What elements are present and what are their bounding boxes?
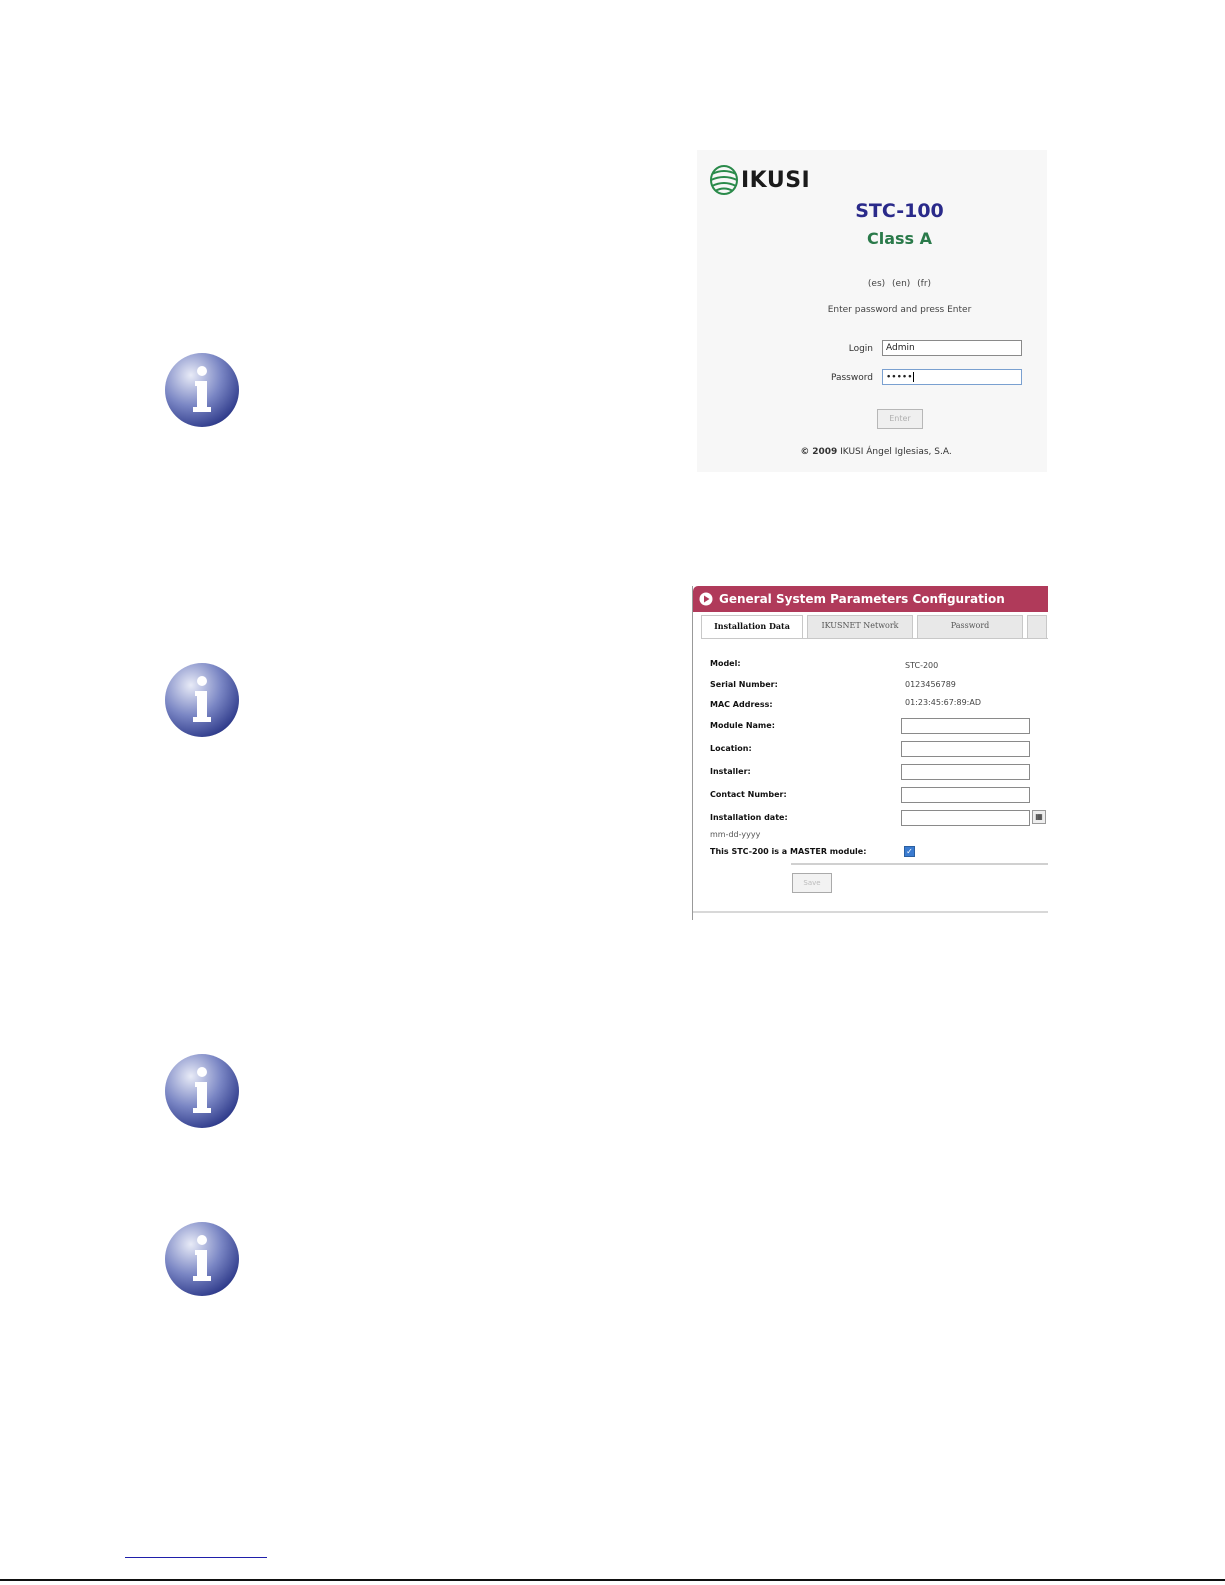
location-input[interactable] — [901, 741, 1030, 757]
date-format-hint: mm-dd-yyyy — [710, 830, 761, 839]
installation-date-input[interactable] — [901, 810, 1030, 826]
login-screenshot — [697, 150, 1047, 472]
master-module-label: This STC-200 is a MASTER module: — [710, 847, 867, 856]
tab-password[interactable]: Password — [917, 615, 1023, 639]
footnote-rule — [125, 1557, 267, 1558]
tab-bar — [701, 615, 1048, 639]
page-bottom-rule — [0, 1579, 1225, 1581]
login-prompt: Enter password and press Enter — [827, 305, 972, 315]
save-button[interactable]: Save — [792, 873, 832, 893]
play-circle-icon — [699, 592, 713, 606]
info-icon — [164, 352, 240, 428]
panel-bottom-border — [693, 911, 1048, 913]
module-name-label: Module Name: — [710, 721, 775, 730]
ikusi-logo — [709, 164, 810, 196]
tab-ikusnet-network[interactable]: IKUSNET Network — [807, 615, 913, 639]
contact-number-input[interactable] — [901, 787, 1030, 803]
logo-text: IKUSI — [741, 167, 811, 193]
language-link-es[interactable]: (es) — [867, 279, 886, 289]
installer-input[interactable] — [901, 764, 1030, 780]
login-label: Login — [848, 344, 873, 354]
mac-address-label: MAC Address: — [710, 700, 773, 709]
panel-title: General System Parameters Configuration — [719, 592, 1005, 606]
language-link-en[interactable]: (en) — [892, 279, 911, 289]
language-link-fr[interactable]: (fr) — [917, 279, 932, 289]
info-icon — [164, 1053, 240, 1129]
config-screenshot — [692, 586, 1048, 920]
tab-more[interactable] — [1027, 615, 1047, 639]
tab-divider — [701, 638, 1048, 639]
installation-date-label: Installation date: — [710, 813, 788, 822]
model-value: STC-200 — [905, 661, 939, 670]
password-label: Password — [830, 373, 873, 383]
password-field[interactable]: ••••• — [882, 369, 1022, 385]
model-label: Model: — [710, 659, 741, 668]
master-module-checkbox[interactable]: ✓ — [904, 846, 915, 857]
info-icon — [164, 662, 240, 738]
installer-label: Installer: — [710, 767, 751, 776]
product-subtitle: Class A — [866, 229, 933, 248]
contact-number-label: Contact Number: — [710, 790, 787, 799]
mac-address-value: 01:23:45:67:89:AD — [905, 698, 982, 707]
calendar-icon[interactable]: ▦ — [1032, 810, 1046, 824]
ikusi-logo-icon — [709, 164, 739, 196]
tab-installation-data[interactable]: Installation Data — [701, 615, 803, 639]
module-name-input[interactable] — [901, 718, 1030, 734]
enter-button[interactable]: Enter — [877, 409, 923, 429]
login-field[interactable]: Admin — [882, 340, 1022, 356]
serial-number-label: Serial Number: — [710, 680, 778, 689]
serial-number-value: 0123456789 — [905, 680, 956, 689]
copyright: © 2009 IKUSI Ángel Iglesias, S.A. — [800, 447, 952, 457]
info-icon — [164, 1221, 240, 1297]
language-links — [697, 279, 1047, 289]
location-label: Location: — [710, 744, 752, 753]
divider — [791, 863, 1048, 865]
panel-header — [693, 586, 1048, 612]
product-title: STC-100 — [855, 200, 944, 222]
